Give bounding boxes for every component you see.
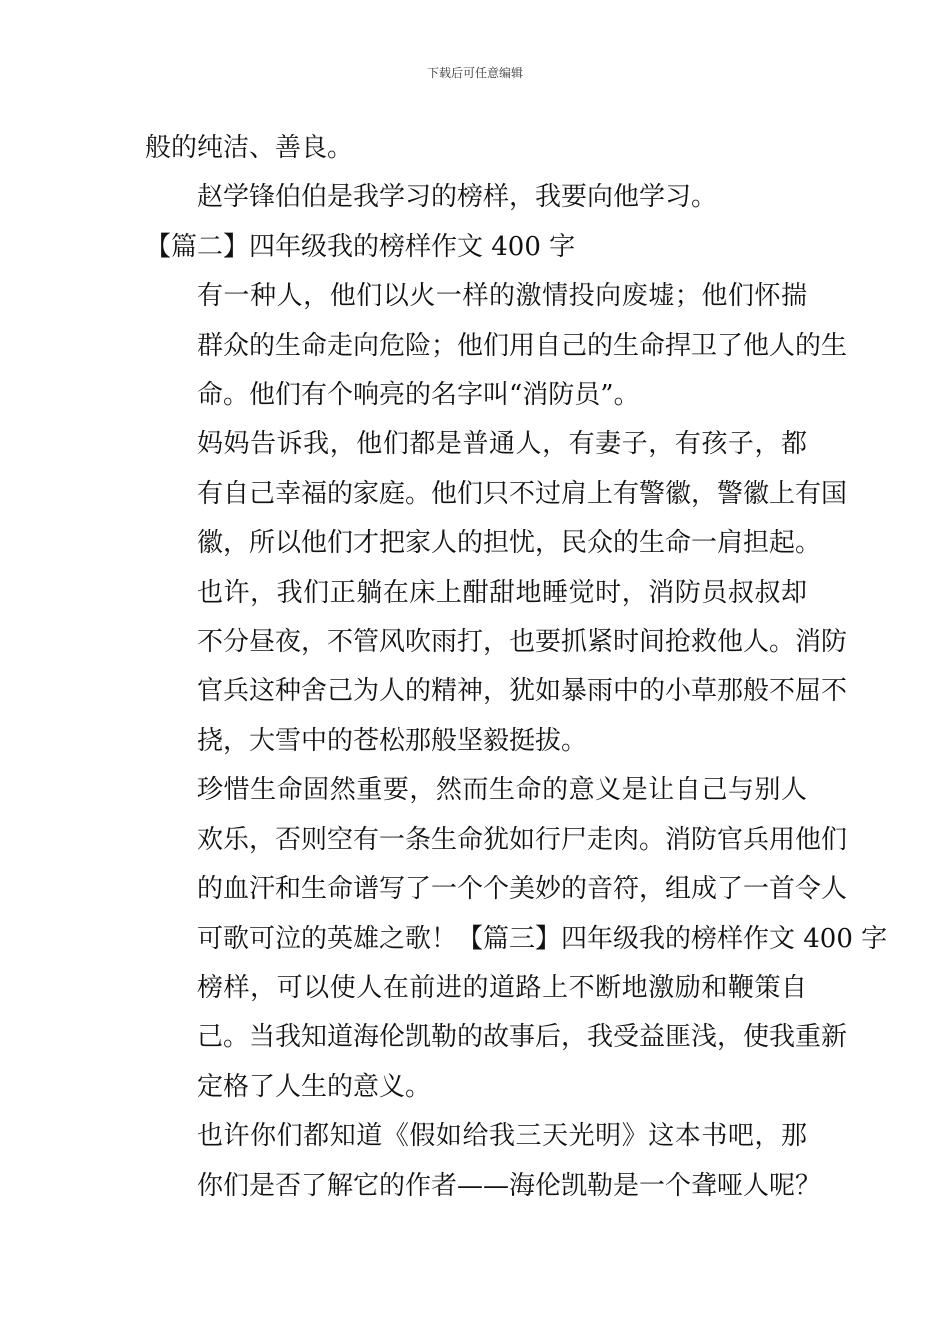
text-line: 【篇二】四年级我的榜样作文 400 字 xyxy=(145,231,576,262)
text-line: 珍惜生命固然重要，然而生命的意义是让自己与别人 xyxy=(197,775,807,806)
text-line: 定格了人生的意义。 xyxy=(197,1071,432,1102)
paragraph xyxy=(145,173,807,222)
text-line: 有一种人，他们以火一样的激情投向废墟；他们怀揣 xyxy=(197,281,807,312)
text-line: 不分昼夜，不管风吹雨打，也要抓紧时间抢救他人。消防 xyxy=(197,627,848,658)
paragraph xyxy=(145,420,848,568)
text-line: 榜样，可以使人在前进的道路上不断地激励和鞭策自 xyxy=(197,972,807,1003)
paragraph xyxy=(145,272,848,420)
text-line: 可歌可泣的英雄之歌！【篇三】四年级我的榜样作文 400 字 xyxy=(197,923,888,954)
paragraph xyxy=(145,223,807,272)
text-line: 妈妈告诉我，他们都是普通人，有妻子，有孩子，都 xyxy=(197,429,807,460)
text-line: 挠，大雪中的苍松那般坚毅挺拔。 xyxy=(197,725,588,756)
text-line: 群众的生命走向危险；他们用自己的生命捍卫了他人的生 xyxy=(197,330,848,361)
text-line: 的血汗和生命谱写了一个个美妙的音符，组成了一首令人 xyxy=(197,874,848,905)
text-line: 般的纯洁、善良。 xyxy=(145,133,354,163)
text-line: 徽，所以他们才把家人的担忧，民众的生命一肩担起。 xyxy=(197,528,822,559)
text-line: 也许，我们正躺在床上酣甜地睡觉时，消防员叔叔却 xyxy=(197,577,807,608)
paragraph xyxy=(145,124,807,173)
paragraph xyxy=(145,569,848,767)
page-header: 下载后可任意编辑 xyxy=(426,66,523,80)
text-line: 你们是否了解它的作者——海伦凯勒是一个聋哑人呢？ xyxy=(197,1170,822,1201)
text-line: 命。他们有个响亮的名字叫“消防员”。 xyxy=(197,380,640,411)
paragraph xyxy=(145,766,888,964)
paragraph xyxy=(145,964,848,1112)
document-body xyxy=(145,124,888,1211)
text-line: 也许你们都知道《假如给我三天光明》这本书吧，那 xyxy=(197,1121,807,1152)
text-line: 有自己幸福的家庭。他们只不过肩上有警徽，警徽上有国 xyxy=(197,478,848,509)
text-line: 欢乐，否则空有一条生命犹如行尸走肉。消防官兵用他们 xyxy=(197,824,848,855)
text-line: 赵学锋伯伯是我学习的榜样，我要向他学习。 xyxy=(197,182,718,213)
paragraph xyxy=(145,1112,822,1211)
text-line: 己。当我知道海伦凯勒的故事后，我受益匪浅，使我重新 xyxy=(197,1022,848,1053)
text-line: 官兵这种舍己为人的精神，犹如暴雨中的小草那般不屈不 xyxy=(197,676,848,707)
